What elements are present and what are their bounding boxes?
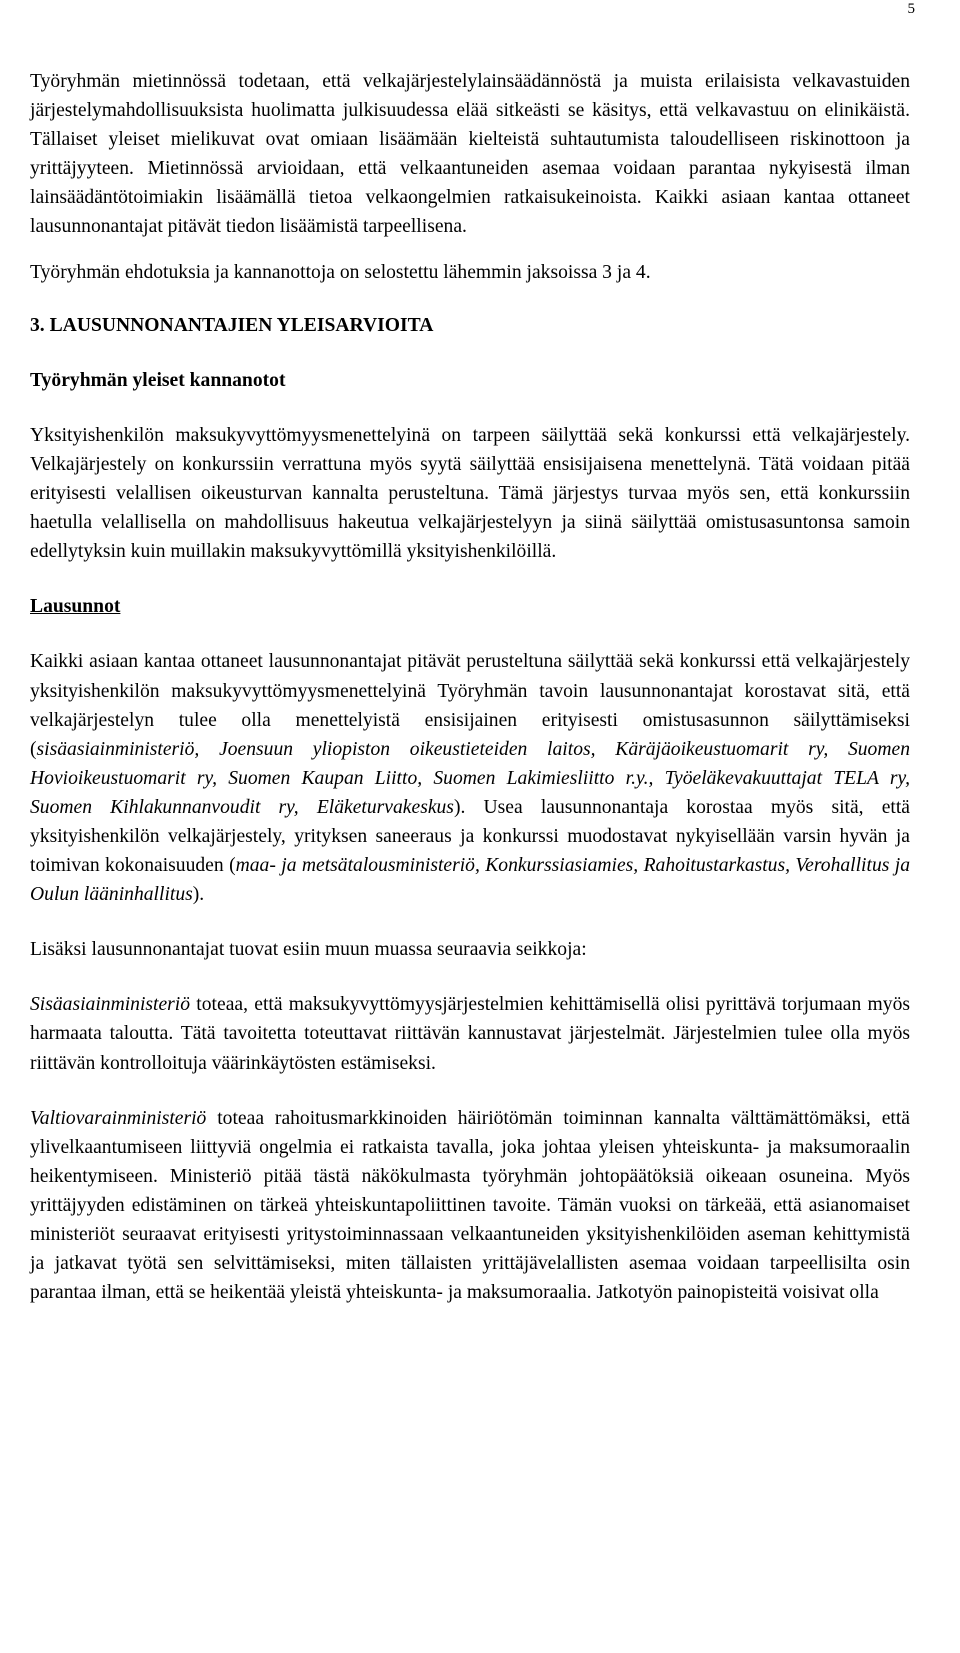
- statements-italic-d: maa- ja metsätalousministeriö, Konkurssiasiamies, Rahoitustarkastus, Verohallitus ja Oulun lääninhallitus: [30, 855, 910, 906]
- interior-ministry-name: Sisäasiainministeriö: [30, 994, 191, 1016]
- finance-ministry-paragraph: [30, 1104, 910, 1308]
- subheading-statements: Lausunnot: [30, 596, 121, 618]
- reference-paragraph: Työryhmän ehdotuksia ja kannanottoja on selostettu lähemmin jaksoissa 3 ja 4.: [30, 261, 651, 283]
- subheading-working-group: Työryhmän yleiset kannanotot: [30, 369, 286, 391]
- working-group-paragraph: Yksityishenkilön maksukyvyttömyysmenettelyinä on tarpeen säilyttää sekä konkurssi että velkajärjestely. Velkajärjestely on konkurssiin verrattuna myös syytä säilyttää ensisijaisena menettelynä. Tätä voidaan pitää erityisesti velallisen oikeusturvan kannalta perusteltuna. Tämä järjestys turvaa myös sen, että konkurssiin haetulla velallisella on mahdollisuus hakeutua velkajärjestelyyn ja siinä säilyttää omistusasuntonsa samoin edellytyksin kuin muillakin maksukyvyttömillä yksityishenkilöillä.: [30, 424, 910, 563]
- interior-ministry-paragraph: [30, 990, 910, 1077]
- section-heading: 3. LAUSUNNONANTAJIEN YLEISARVIOITA: [30, 314, 434, 336]
- document-body: [30, 67, 910, 1307]
- statements-paragraph: [30, 647, 910, 909]
- page-number: 5: [907, 1, 915, 17]
- additional-points-intro: Lisäksi lausunnonantajat tuovat esiin muun muassa seuraavia seikkoja:: [30, 939, 587, 961]
- statements-text-a: Kaikki asiaan kantaa ottaneet lausunnonantajat pitävät perusteltuna säilyttää sekä konkurssi että velkajärjestely yksityishenkilön maksukyvyttömyysmenettelyinä Työryhmän tavoin lausunnonantajat korostavat sitä, että velkajärjestelyn tulee olla menettelyistä ensisijainen erityisesti omistusasunnon säilyttämiseksi (: [30, 651, 910, 760]
- statements-italic-b: sisäasiainministeriö, Joensuun yliopiston oikeustieteiden laitos, Käräjäoikeustuomarit ry, Suomen Hovioikeustuomarit ry, Suomen Kaupan Liitto, Suomen Lakimiesliitto r.y., Työeläkevakuuttajat TELA ry, Suomen Kihlakunnanvoudit ry, Eläketurvakeskus: [30, 738, 910, 818]
- interior-ministry-text: toteaa, että maksukyvyttömyysjärjestelmien kehittämisellä olisi pyrittävä torjumaan myös harmaata taloutta. Tätä tavoitetta toteuttavat riittävän kannustavat järjestelmät. Järjestelmien tulee olla myös riittävän kontrolloituja väärinkäytösten estämiseksi.: [30, 994, 910, 1074]
- statements-text-e: ).: [192, 884, 205, 906]
- finance-ministry-name: Valtiovarainministeriö: [30, 1107, 207, 1129]
- finance-ministry-text: toteaa rahoitusmarkkinoiden häiriötömän toiminnan kannalta välttämättömäksi, että ylivelkaantumiseen liittyviä ongelmia ei ratkaista tavalla, joka johtaa yleisen yhteiskunta- ja maksumoraalin heikentymiseen. Ministeriö pitää tästä näkökulmasta työryhmän johtopäätöksiä oikeaan osuneina. Myös yrittäjyyden edistäminen on tärkeä yhteiskuntapoliittinen tavoite. Tämän vuoksi on tärkeää, että asianomaiset ministeriöt seuraavat erityisesti yritystoiminnassaan velkaantuneiden yksityishenkilöiden aseman kehittymistä ja jatkavat työtä sen selvittämiseksi, miten tällaisten yrittäjävelallisten asemaa voidaan tarpeellisilta osin parantaa ilman, että se heikentää yleistä yhteiskunta- ja maksumoraalia. Jatkotyön painopisteitä voisivat olla: [30, 1107, 910, 1304]
- statements-text-c: ). Usea lausunnonantaja korostaa myös sitä, että yksityishenkilön velkajärjestely, yrityksen saneeraus ja konkurssi muodostavat nykyisellään varsin hyvän ja toimivan kokonaisuuden (: [30, 796, 910, 877]
- intro-paragraph: Työryhmän mietinnössä todetaan, että velkajärjestelylainsäädännöstä ja muista erilaisista velkavastuiden järjestelymahdollisuuksista huolimatta julkisuudessa elää sitkeästi se käsitys, että velkavastuu on elinikäistä. Tällaiset yleiset mielikuvat ovat omiaan lisäämään kielteistä suhtautumista taloudelliseen riskinottoon ja yrittäjyyteen. Mietinnössä arvioidaan, että velkaantuneiden asemaa voidaan parantaa nykyisestä ilman lainsäädäntötoimiakin lisäämällä tietoa velkaongelmien ratkaisukeinoista. Kaikki asiaan kantaa ottaneet lausunnonantajat pitävät tiedon lisäämistä tarpeellisena.: [30, 71, 910, 238]
